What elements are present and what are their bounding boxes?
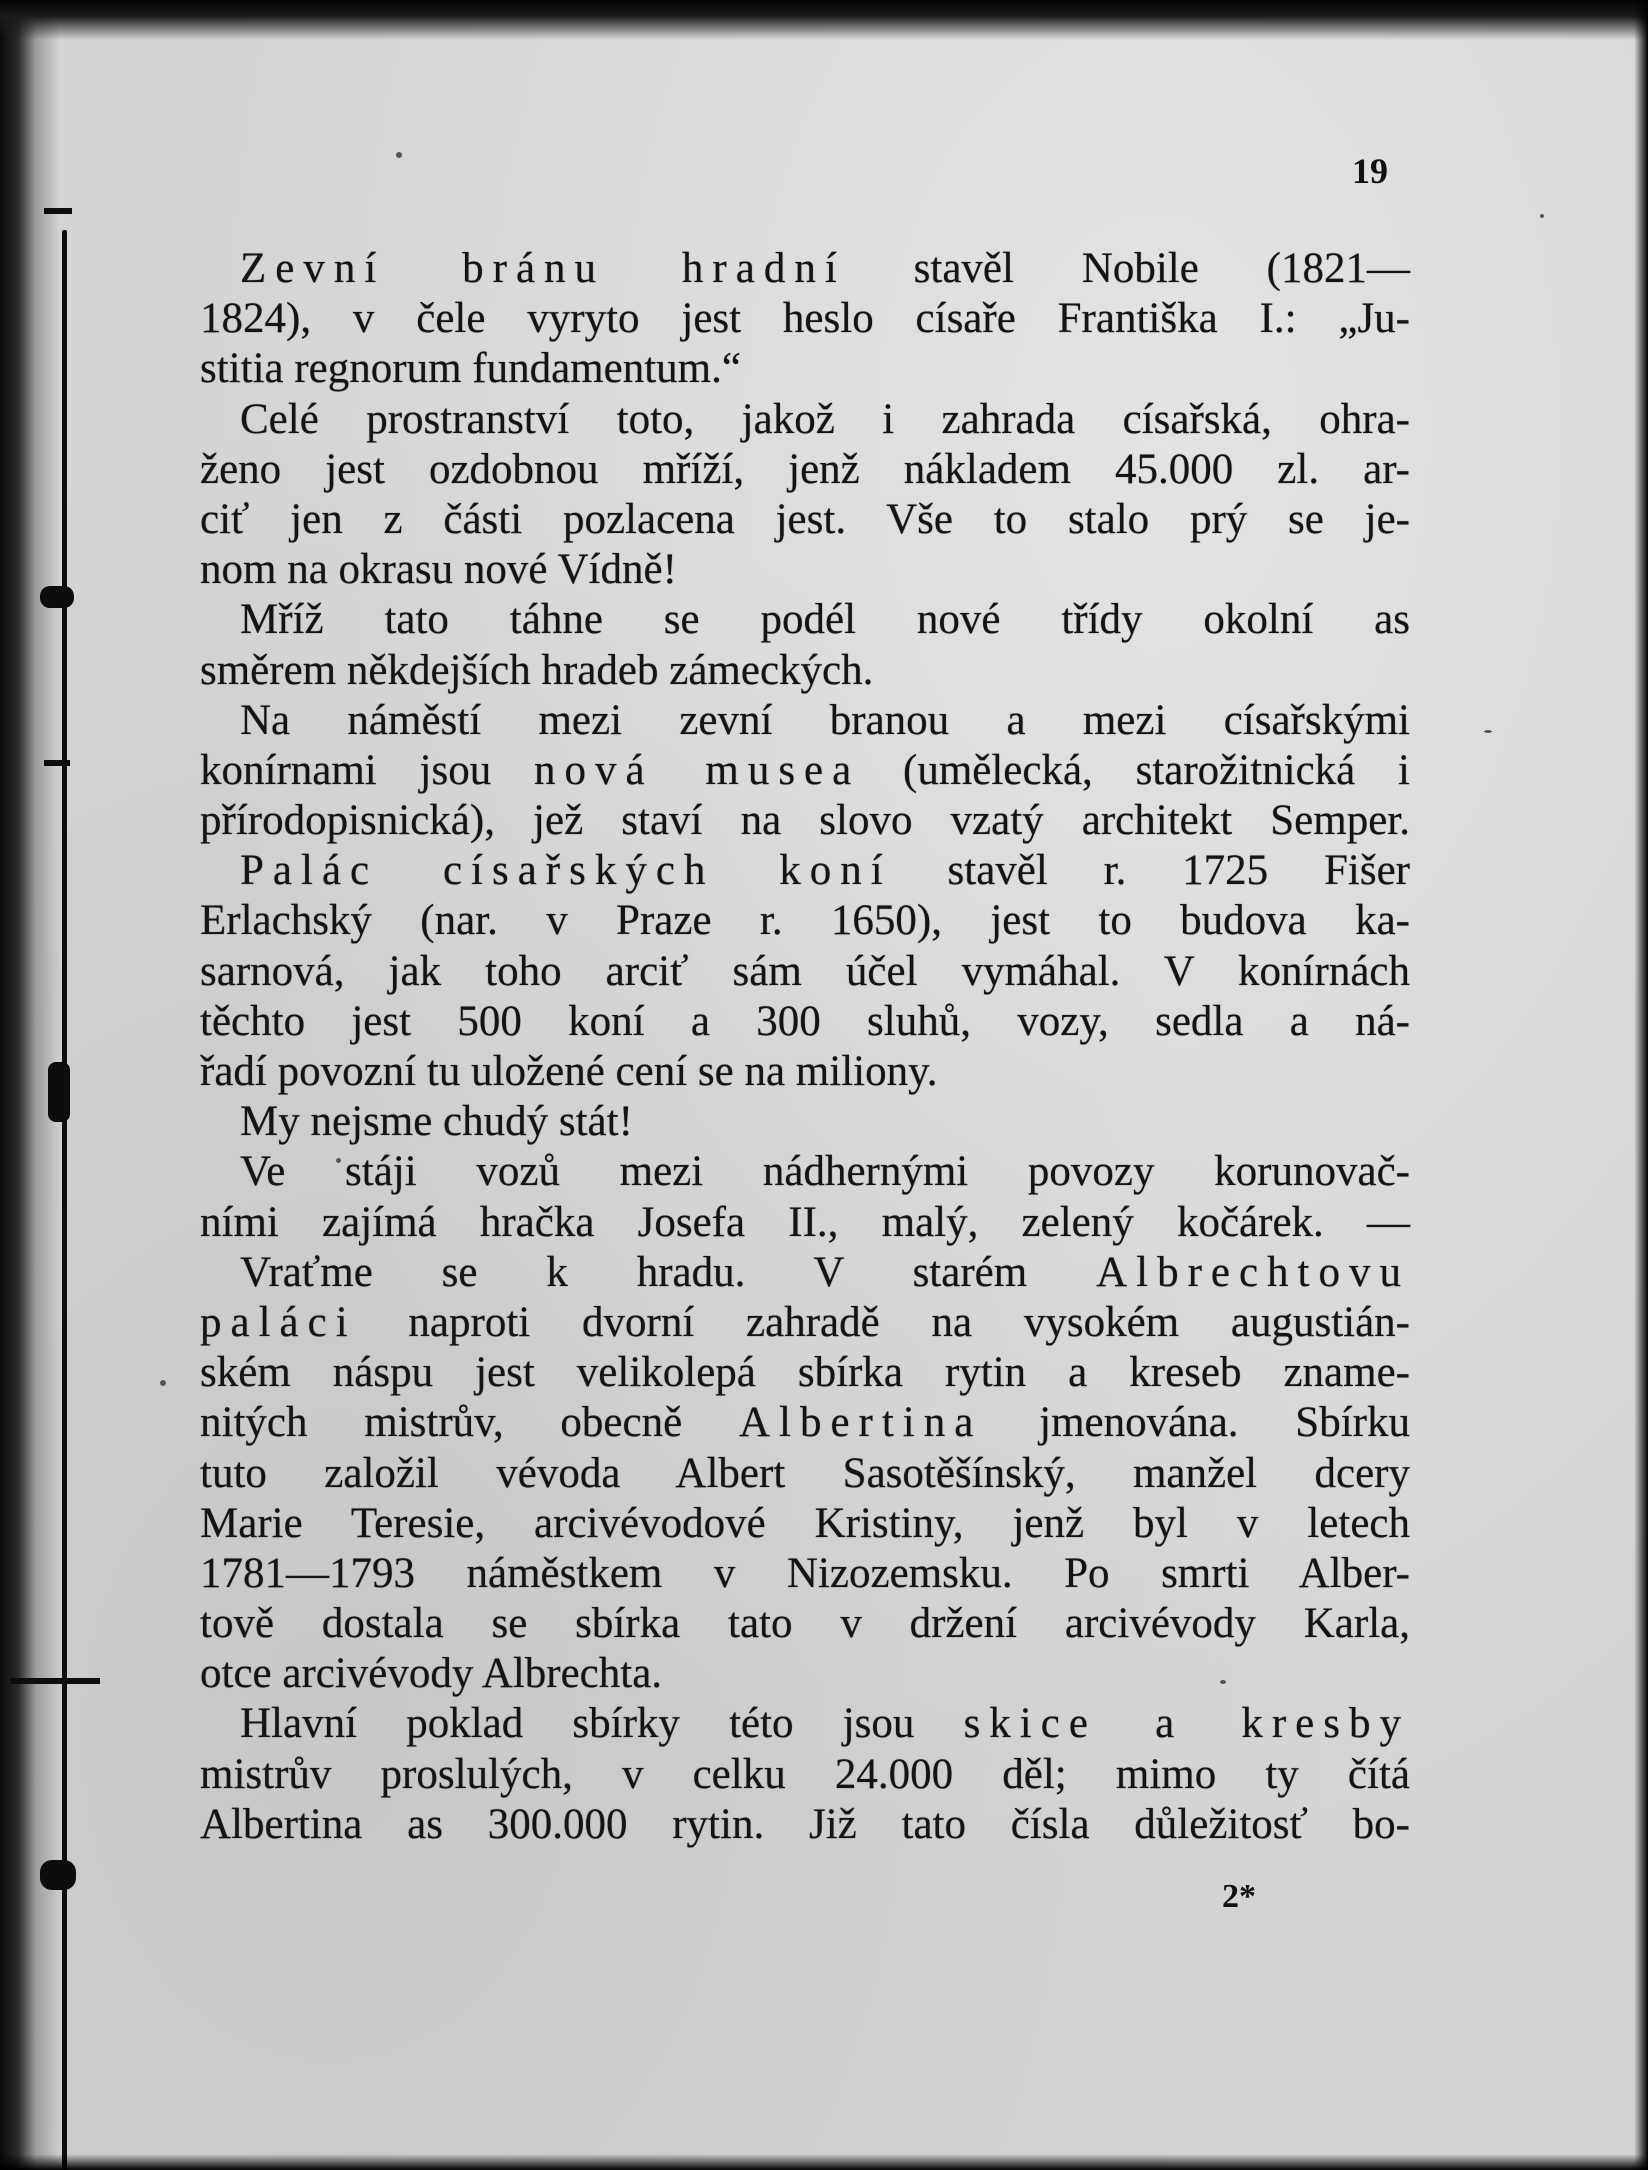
paper-speck bbox=[160, 1380, 166, 1386]
text-line bbox=[200, 796, 1410, 846]
text-run: Vraťme se k hradu. V starém bbox=[240, 1248, 1097, 1296]
text-line bbox=[200, 997, 1410, 1047]
text-line bbox=[200, 1348, 1410, 1398]
text-line bbox=[200, 696, 1410, 746]
text-run: stavěl r. 1725 Fišer bbox=[891, 847, 1410, 895]
text-line bbox=[200, 1298, 1410, 1348]
text-run: My nejsme chudý stát! bbox=[240, 1098, 633, 1146]
text-line bbox=[200, 244, 1410, 294]
text-run: konírnami jsou bbox=[200, 746, 534, 794]
text-run: Albertina as 300.000 rytin. Již tato čísla důležitosť bo- bbox=[200, 1800, 1410, 1848]
text-line bbox=[200, 896, 1410, 946]
text-run: stavěl Nobile (1821— bbox=[845, 245, 1410, 292]
text-run: ženo jest ozdobnou mříží, jenž nákladem 45.000 zl. ar- bbox=[200, 445, 1410, 493]
text-run: Na náměstí mezi zevní branou a mezi císařskými bbox=[240, 696, 1410, 744]
paper-speck bbox=[1540, 214, 1544, 218]
text-line bbox=[200, 294, 1410, 344]
text-run: těchto jest 500 koní a 300 sluhů, vozy, sedla a ná- bbox=[200, 997, 1410, 1045]
text-line bbox=[200, 846, 1410, 896]
text-run: Ve stáji vozů mezi nádhernými povozy korunovač- bbox=[240, 1148, 1410, 1196]
text-line bbox=[200, 1047, 1410, 1097]
text-line bbox=[200, 1147, 1410, 1197]
text-line bbox=[200, 1549, 1410, 1599]
spaced-emphasis-text: Albrechtovu bbox=[1096, 1248, 1410, 1296]
bottom-shadow bbox=[0, 2154, 1648, 2170]
text-line bbox=[200, 545, 1410, 595]
text-line bbox=[200, 746, 1410, 796]
spaced-emphasis-text: Palác císařských koní bbox=[240, 847, 892, 895]
text-line bbox=[200, 1449, 1410, 1499]
text-run: směrem někdejších hradeb zámeckých. bbox=[200, 646, 874, 694]
text-run: 1824), v čele vyryto jest heslo císaře Františka I.: „Ju- bbox=[200, 295, 1410, 343]
paper-speck bbox=[396, 152, 402, 158]
text-line bbox=[200, 1198, 1410, 1248]
body-text bbox=[200, 244, 1410, 1850]
text-line bbox=[200, 395, 1410, 445]
text-line bbox=[200, 1699, 1410, 1749]
thread-knot bbox=[44, 760, 70, 766]
text-run: tově dostala se sbírka tato v držení arcivévody Karla, bbox=[200, 1600, 1410, 1648]
text-run: mistrův proslulých, v celku 24.000 děl; mimo ty čítá bbox=[200, 1750, 1410, 1798]
text-line bbox=[200, 1599, 1410, 1649]
text-line bbox=[200, 595, 1410, 645]
thread-knot bbox=[44, 208, 72, 214]
text-line bbox=[200, 1800, 1410, 1850]
text-run: ciť jen z části pozlacena jest. Vše to stalo prý se je- bbox=[200, 495, 1410, 543]
signature-mark: 2* bbox=[1222, 1878, 1256, 1915]
text-run: Mříž tato táhne se podél nové třídy okolní as bbox=[240, 596, 1410, 644]
text-run: nom na okrasu nové Vídně! bbox=[200, 546, 677, 594]
text-line bbox=[200, 344, 1410, 394]
thread-knot bbox=[10, 1678, 100, 1684]
spaced-emphasis-text: Albertina bbox=[738, 1399, 983, 1447]
page-number: 19 bbox=[1352, 151, 1388, 191]
text-run: otce arcivévody Albrechta. bbox=[200, 1650, 663, 1698]
text-run: tuto založil vévoda Albert Sasotěšínský, manžel dcery bbox=[200, 1449, 1410, 1497]
text-line bbox=[200, 1499, 1410, 1549]
text-line bbox=[200, 1097, 1410, 1147]
text-run: Erlachský (nar. v Praze r. 1650), jest to budova ka- bbox=[200, 897, 1410, 945]
text-run: Celé prostranství toto, jakož i zahrada císařská, ohra- bbox=[240, 395, 1410, 443]
spaced-emphasis-text: nová musea bbox=[534, 746, 861, 794]
text-run: přírodopisnická), jež staví na slovo vzatý architekt Semper. bbox=[200, 797, 1410, 845]
page-edge bbox=[1634, 0, 1648, 2170]
text-line bbox=[200, 1248, 1410, 1298]
text-run: Hlavní poklad sbírky této jsou bbox=[240, 1700, 964, 1748]
text-run: ními zajímá hračka Josefa II., malý, zelený kočárek. — bbox=[200, 1198, 1410, 1246]
text-run: sarnová, jak toho arciť sám účel vymáhal. V konírnách bbox=[200, 947, 1410, 995]
text-run: řadí povozní tu uložené cení se na miliony. bbox=[200, 1048, 938, 1095]
spaced-emphasis-text: skice a kresby bbox=[963, 1700, 1410, 1748]
text-run: Marie Teresie, arcivévodové Kristiny, jenž byl v letech bbox=[200, 1499, 1410, 1547]
text-line bbox=[200, 495, 1410, 545]
text-line bbox=[200, 1649, 1410, 1699]
text-run: 1781—1793 náměstkem v Nizozemsku. Po smrti Alber- bbox=[200, 1549, 1410, 1597]
thread-knot bbox=[40, 1860, 76, 1890]
paper-speck bbox=[1484, 730, 1492, 733]
text-line bbox=[200, 646, 1410, 696]
thread-knot bbox=[48, 1062, 70, 1122]
text-line bbox=[200, 947, 1410, 997]
text-line bbox=[200, 445, 1410, 495]
top-shadow bbox=[0, 0, 1648, 40]
thread-knot bbox=[40, 586, 74, 608]
spaced-emphasis-text: paláci bbox=[200, 1298, 357, 1346]
text-run: ském náspu jest velikolepá sbírka rytin a kreseb zname- bbox=[200, 1349, 1410, 1397]
text-run: stitia regnorum fundamentum.“ bbox=[200, 345, 741, 393]
text-run: (umělecká, starožitnická i bbox=[860, 746, 1410, 794]
text-line bbox=[200, 1750, 1410, 1800]
text-run: jmenována. Sbírku bbox=[982, 1399, 1410, 1447]
text-line bbox=[200, 1398, 1410, 1448]
text-run: nitých mistrův, obecně bbox=[200, 1399, 739, 1447]
spaced-emphasis-text: Zevní bránu hradní bbox=[240, 245, 846, 292]
text-run: naproti dvorní zahradě na vysokém augustián- bbox=[356, 1298, 1410, 1346]
